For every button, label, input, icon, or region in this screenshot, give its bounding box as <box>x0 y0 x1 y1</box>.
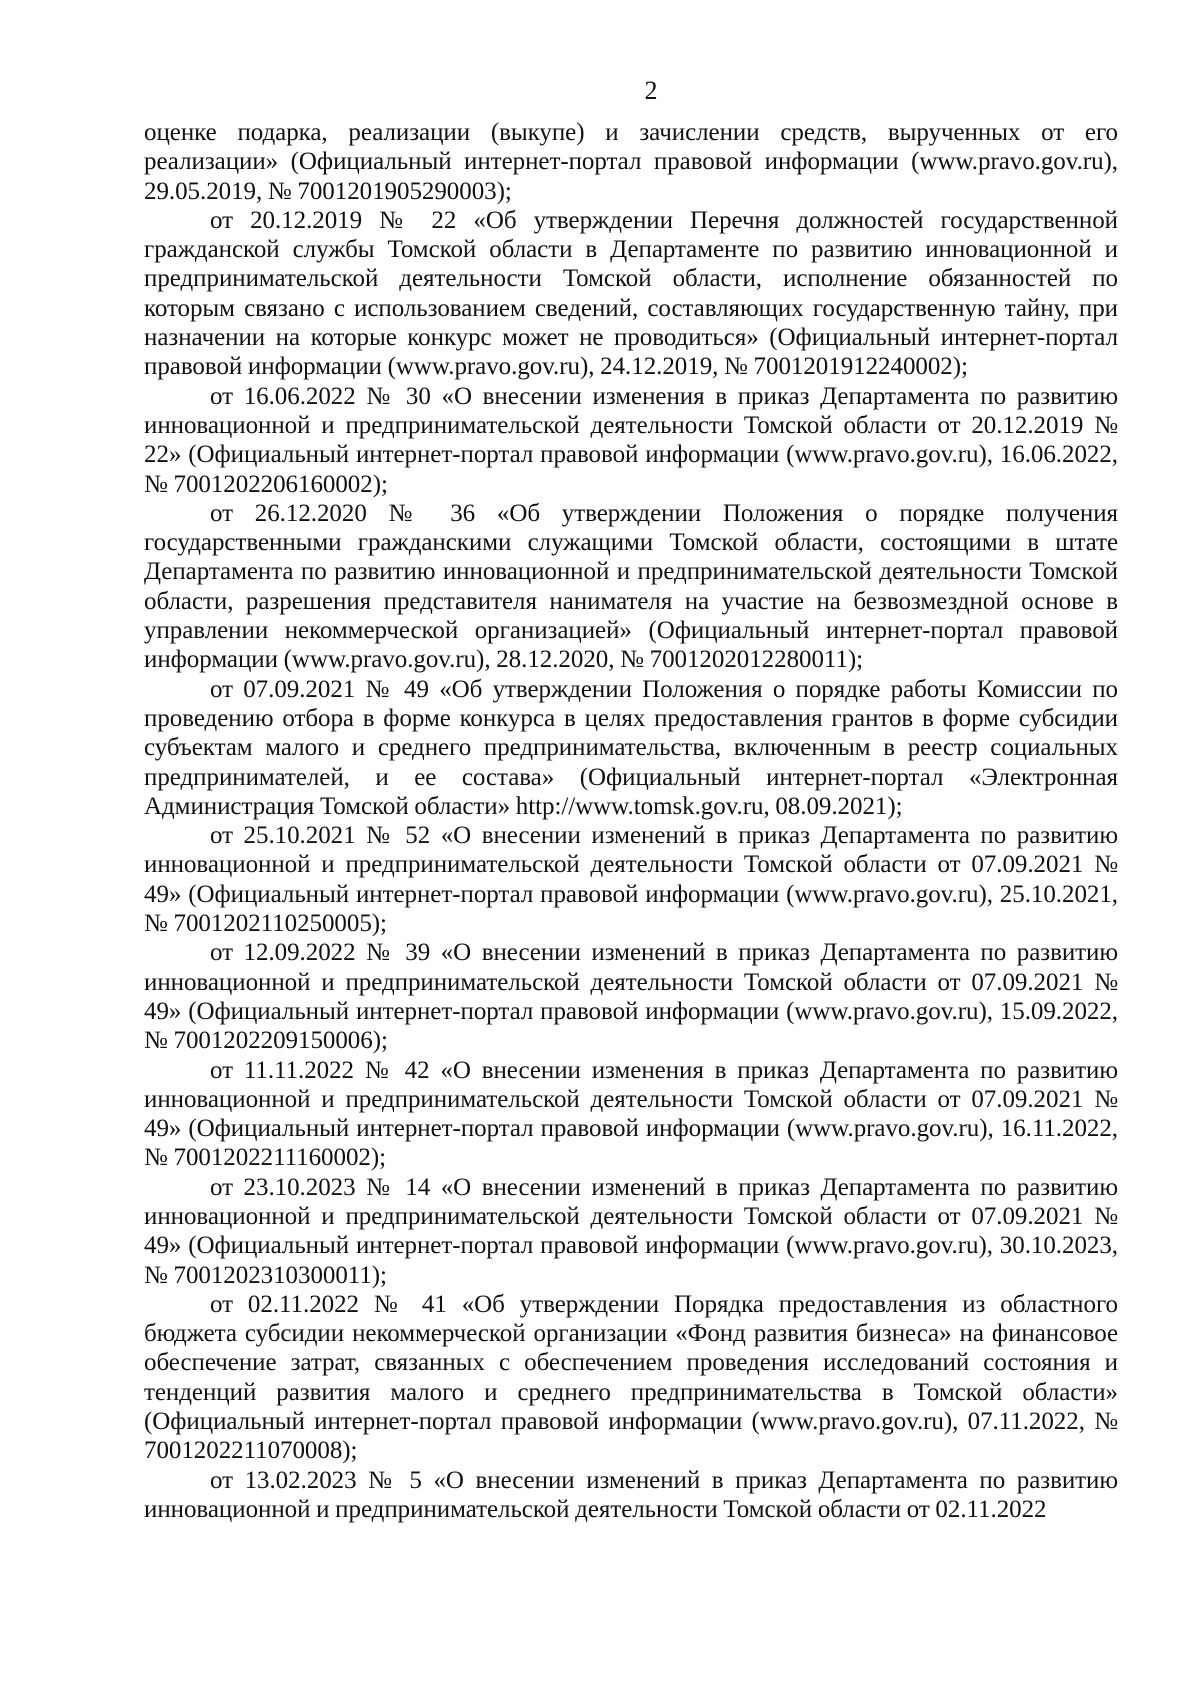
paragraph-order-2022-41: от 02.11.2022 № 41 «Об утверждении Порядка предоставления из областного бюджета субсидии некоммерческой организации «Фонд развития бизнеса» на финансовое обеспечение затрат, связанных с обеспечением проведения исследований состояния и тенденций развития малого и среднего предпринимательства в Томской области» (Официальный интернет-портал правовой информации (www.pravo.gov.ru), 07.11.2022, № 7001202211070008); <box>144 1290 1118 1465</box>
paragraph-order-2022-30: от 16.06.2022 № 30 «О внесении изменения в приказ Департамента по развитию инновационной и предпринимательской деятельности Томской области от 20.12.2019 № 22» (Официальный интернет-портал правовой информации (www.pravo.gov.ru), 16.06.2022, № 7001202206160002); <box>144 382 1118 498</box>
paragraph-order-2023-14: от 23.10.2023 № 14 «О внесении изменений в приказ Департамента по развитию инновационной и предпринимательской деятельности Томской области от 07.09.2021 № 49» (Официальный интернет-портал правовой информации (www.pravo.gov.ru), 30.10.2023, № 7001202310300011); <box>144 1173 1118 1289</box>
paragraph-order-2020-36: от 26.12.2020 № 36 «Об утверждении Положения о порядке получения государственными гражданскими служащими Томской области, состоящими в штате Департамента по развитию инновационной и предпринимательской деятельности Томской области, разрешения представителя нанимателя на участие на безвозмездной основе в управлении некоммерческой организацией» (Официальный интернет-портал правовой информации (www.pravo.gov.ru), 28.12.2020, № 7001202012280011); <box>144 499 1118 674</box>
paragraph-order-2021-52: от 25.10.2021 № 52 «О внесении изменений в приказ Департамента по развитию инновационной и предпринимательской деятельности Томской области от 07.09.2021 № 49» (Официальный интернет-портал правовой информации (www.pravo.gov.ru), 25.10.2021, № 7001202110250005); <box>144 822 1118 938</box>
paragraph-continuation: оценке подарка, реализации (выкупе) и зачислении средств, вырученных от его реализации» (Официальный интернет-портал правовой информации (www.pravo.gov.ru), 29.05.2019, № 7001201905290003); <box>144 119 1118 205</box>
paragraph-order-2022-42: от 11.11.2022 № 42 «О внесении изменения в приказ Департамента по развитию инновационной и предпринимательской деятельности Томской области от 07.09.2021 № 49» (Официальный интернет-портал правовой информации (www.pravo.gov.ru), 16.11.2022, № 7001202211160002); <box>144 1056 1118 1172</box>
paragraph-order-2023-5: от 13.02.2023 № 5 «О внесении изменений в приказ Департамента по развитию инновационной и предпринимательской деятельности Томской области от 02.11.2022 <box>144 1466 1118 1523</box>
paragraph-order-2021-49: от 07.09.2021 № 49 «Об утверждении Положения о порядке работы Комиссии по проведению отбора в форме конкурса в целях предоставления грантов в форме субсидии субъектам малого и среднего предпринимательства, включенным в реестр социальных предпринимателей, и ее состава» (Официальный интернет-портал «Электронная Администрация Томской области» http://www.tomsk.gov.ru, 08.09.2021); <box>144 675 1118 820</box>
paragraph-order-2022-39: от 12.09.2022 № 39 «О внесении изменений в приказ Департамента по развитию инновационной и предпринимательской деятельности Томской области от 07.09.2021 № 49» (Официальный интернет-портал правовой информации (www.pravo.gov.ru), 15.09.2022, № 7001202209150006); <box>144 939 1118 1055</box>
paragraph-order-2019-22: от 20.12.2019 № 22 «Об утверждении Перечня должностей государственной гражданской службы Томской области в Департаменте по развитию инновационной и предпринимательской деятельности Томской области, исполнение обязанностей по которым связано с использованием сведений, составляющих государственную тайну, при назначении на которые конкурс может не проводиться» (Официальный интернет-портал правовой информации (www.pravo.gov.ru), 24.12.2019, № 7001201912240002); <box>144 206 1118 381</box>
document-page <box>144 76 1118 1524</box>
page-number: 2 <box>644 76 658 105</box>
